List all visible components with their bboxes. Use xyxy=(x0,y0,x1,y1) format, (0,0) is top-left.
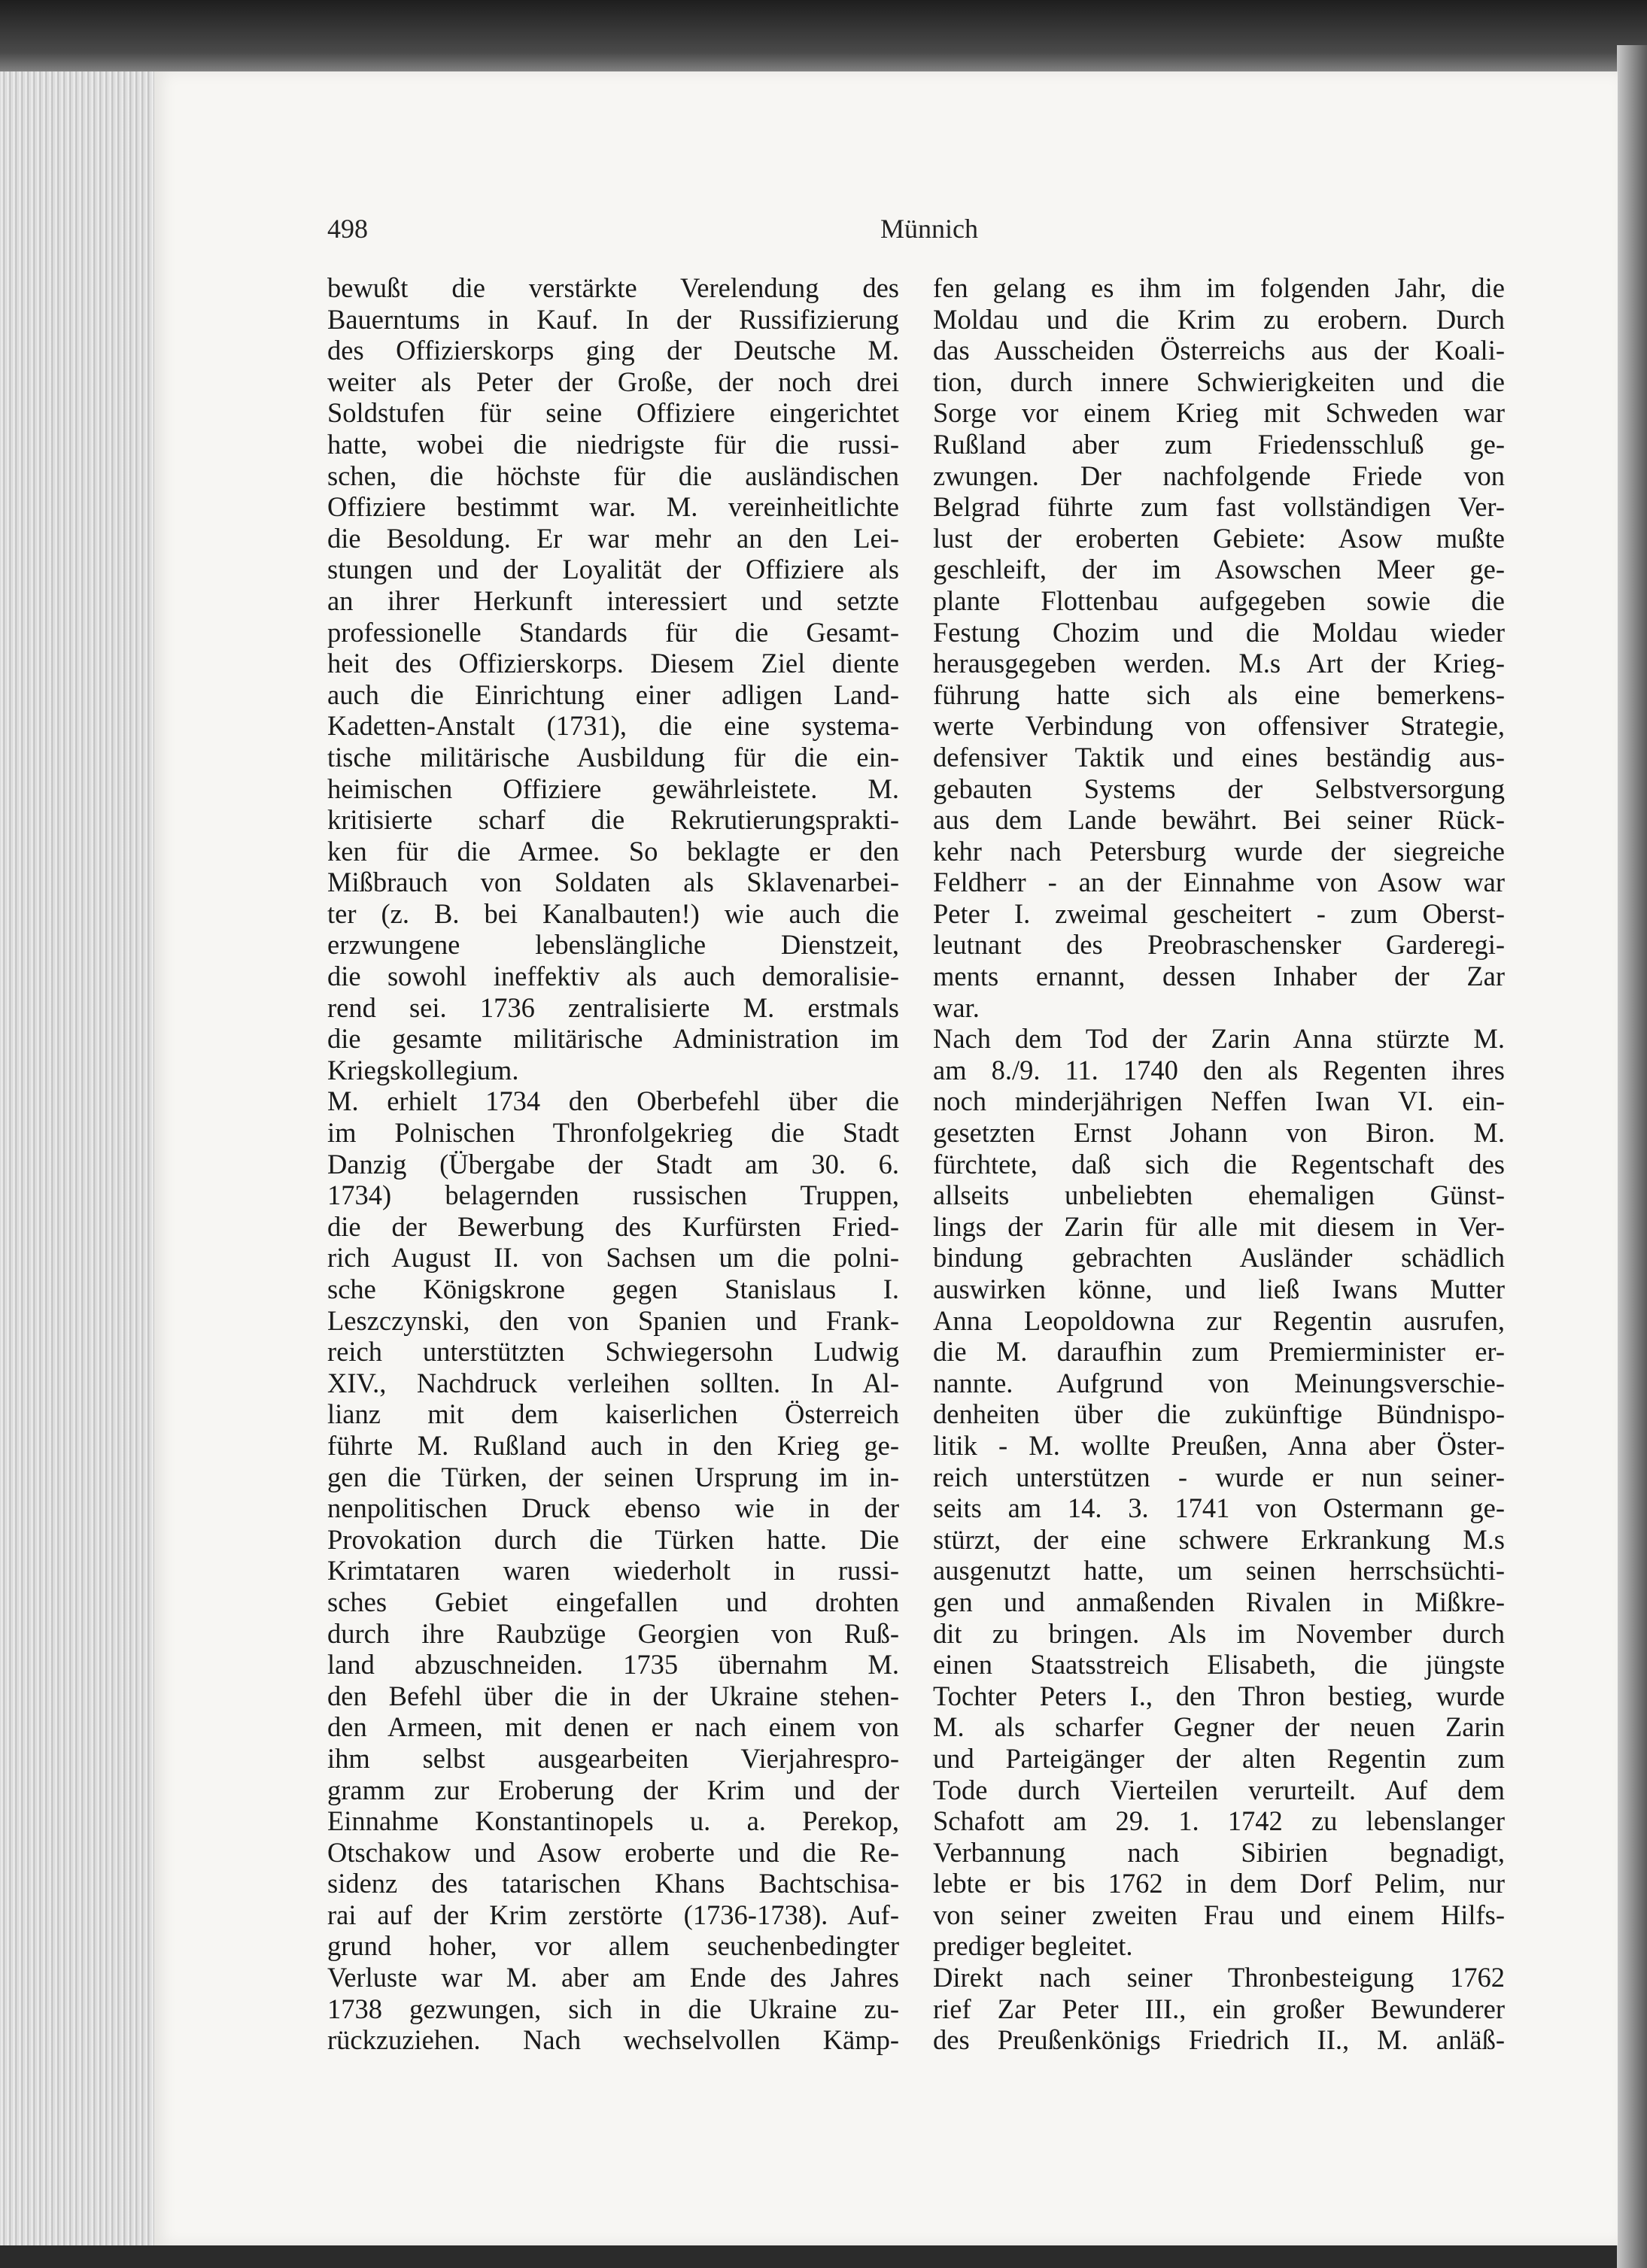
text-line: bindung gebrachten Ausländer schädlich xyxy=(933,1242,1505,1274)
text-line: den Armeen, mit denen er nach einem von xyxy=(327,1711,899,1743)
text-line: tische militärische Ausbildung für die ein- xyxy=(327,741,899,773)
text-line: rich August II. von Sachsen um die polni- xyxy=(327,1242,899,1274)
text-line: leutnant des Preobraschensker Garderegi- xyxy=(933,929,1505,961)
text-line: gramm zur Eroberung der Krim und der xyxy=(327,1774,899,1805)
text-line: stürzt, der eine schwere Erkrankung M.s xyxy=(933,1523,1505,1555)
text-line: seits am 14. 3. 1741 von Ostermann ge- xyxy=(933,1492,1505,1524)
text-line: noch minderjährigen Neffen Iwan VI. ein- xyxy=(933,1085,1505,1117)
text-line: auswirken könne, und ließ Iwans Mutter xyxy=(933,1274,1505,1304)
text-line: Soldstufen für seine Offiziere eingerichtet xyxy=(327,397,899,429)
running-title: Münnich xyxy=(880,214,978,244)
text-line: litik - M. wollte Preußen, Anna aber Öster- xyxy=(933,1429,1505,1461)
book-page-edges xyxy=(0,71,162,2245)
text-line: Kadetten-Anstalt (1731), die eine systema- xyxy=(327,710,899,742)
text-line: Provokation durch die Türken hatte. Die xyxy=(327,1523,899,1555)
text-line: fen gelang es ihm im folgenden Jahr, die xyxy=(933,272,1505,303)
text-line: Sorge vor einem Krieg mit Schweden war xyxy=(933,397,1505,429)
text-line: grund hoher, vor allem seuchenbedingter xyxy=(327,1930,899,1962)
text-line: Festung Chozim und die Moldau wieder xyxy=(933,616,1505,648)
text-line: denheiten über die zukünftige Bündnispo- xyxy=(933,1398,1505,1430)
text-line: 1734) belagernden russischen Truppen, xyxy=(327,1180,899,1211)
text-line: Einnahme Konstantinopels u. a. Perekop, xyxy=(327,1805,899,1837)
text-line: Rußland aber zum Friedensschluß ge- xyxy=(933,428,1505,460)
text-line: Offiziere bestimmt war. M. vereinheitlichte xyxy=(327,491,899,523)
text-line: war. xyxy=(933,991,980,1023)
text-line: ihm selbst ausgearbeiten Vierjahrespro- xyxy=(327,1742,899,1774)
text-line: das Ausscheiden Österreichs aus der Koali- xyxy=(933,335,1505,366)
text-line: und Parteigänger der alten Regentin zum xyxy=(933,1742,1505,1774)
text-line: lianz mit dem kaiserlichen Österreich xyxy=(327,1398,899,1430)
text-line: stungen und der Loyalität der Offiziere als xyxy=(327,554,899,585)
text-line: auch die Einrichtung einer adligen Land- xyxy=(327,679,899,710)
text-line: die gesamte militärische Administration im xyxy=(327,1023,899,1055)
text-line: prediger begleitet. xyxy=(933,1930,1133,1962)
text-line: weiter als Peter der Große, der noch drei xyxy=(327,366,899,397)
text-line: Anna Leopoldowna zur Regentin ausrufen, xyxy=(933,1304,1505,1336)
text-line: Nach dem Tod der Zarin Anna stürzte M. xyxy=(933,1023,1505,1055)
text-line: nenpolitischen Druck ebenso wie in der xyxy=(327,1492,899,1524)
text-line: kehr nach Petersburg wurde der siegreiche xyxy=(933,835,1505,867)
text-line: von seiner zweiten Frau und einem Hilfs- xyxy=(933,1899,1505,1930)
text-line: schen, die höchste für die ausländischen xyxy=(327,460,899,491)
text-line: führung hatte sich als eine bemerkens- xyxy=(933,679,1505,710)
text-line: aus dem Lande bewährt. Bei seiner Rück- xyxy=(933,804,1505,836)
text-line: des Preußenkönigs Friedrich II., M. anläß- xyxy=(933,2024,1505,2056)
text-line: sches Gebiet eingefallen und drohten xyxy=(327,1586,899,1617)
text-line: die der Bewerbung des Kurfürsten Fried- xyxy=(327,1210,899,1242)
text-line: professionelle Standards für die Gesamt- xyxy=(327,616,899,648)
text-line: hatte, wobei die niedrigste für die russi- xyxy=(327,428,899,460)
left-text-column xyxy=(327,272,899,2056)
text-line: heimischen Offiziere gewährleistete. M. xyxy=(327,773,899,804)
text-line: M. als scharfer Gegner der neuen Zarin xyxy=(933,1711,1505,1743)
text-line: ter (z. B. bei Kanalbauten!) wie auch die xyxy=(327,897,899,929)
text-line: gen und anmaßenden Rivalen in Mißkre- xyxy=(933,1586,1505,1617)
text-line: ausgenutzt hatte, um seinen herrschsüchti- xyxy=(933,1555,1505,1586)
text-line: 1738 gezwungen, sich in die Ukraine zu- xyxy=(327,1993,899,2024)
text-line: nannte. Aufgrund von Meinungsverschie- xyxy=(933,1367,1505,1398)
text-line: gesetzten Ernst Johann von Biron. M. xyxy=(933,1117,1505,1149)
text-line: die M. daraufhin zum Premierminister er- xyxy=(933,1336,1505,1368)
text-line: allseits unbeliebten ehemaligen Günst- xyxy=(933,1180,1505,1211)
text-line: Otschakow und Asow eroberte und die Re- xyxy=(327,1836,899,1868)
text-line: M. erhielt 1734 den Oberbefehl über die xyxy=(327,1085,899,1117)
text-line: tion, durch innere Schwierigkeiten und die xyxy=(933,366,1505,397)
text-line: Kriegskollegium. xyxy=(327,1054,519,1085)
text-line: zwungen. Der nachfolgende Friede von xyxy=(933,460,1505,491)
text-line: rend sei. 1736 zentralisierte M. erstmals xyxy=(327,991,899,1023)
text-line: die sowohl ineffektiv als auch demoralisie- xyxy=(327,961,899,992)
page-number: 498 xyxy=(327,214,368,244)
right-page-edge xyxy=(1617,45,1647,2268)
right-text-column xyxy=(933,272,1505,2056)
text-line: lust der eroberten Gebiete: Asow mußte xyxy=(933,522,1505,554)
text-line: Tode durch Vierteilen verurteilt. Auf dem xyxy=(933,1774,1505,1805)
text-line: einen Staatsstreich Elisabeth, die jüngste xyxy=(933,1649,1505,1681)
text-line: die Besoldung. Er war mehr an den Lei- xyxy=(327,522,899,554)
text-line: Leszczynski, den von Spanien und Frank- xyxy=(327,1304,899,1336)
text-line: ments ernannt, dessen Inhaber der Zar xyxy=(933,961,1505,992)
text-line: an ihrer Herkunft interessiert und setzte xyxy=(327,584,899,616)
text-line: gebauten Systems der Selbstversorgung xyxy=(933,773,1505,804)
text-line: ken für die Armee. So beklagte er den xyxy=(327,835,899,867)
text-line: rückzuziehen. Nach wechselvollen Kämp- xyxy=(327,2024,899,2056)
text-line: Mißbrauch von Soldaten als Sklavenarbei- xyxy=(327,867,899,898)
text-line: Moldau und die Krim zu erobern. Durch xyxy=(933,303,1505,335)
text-line: lebte er bis 1762 in dem Dorf Pelim, nur xyxy=(933,1868,1505,1899)
text-line: fürchtete, daß sich die Regentschaft des xyxy=(933,1148,1505,1180)
text-line: Direkt nach seiner Thronbesteigung 1762 xyxy=(933,1962,1505,1993)
text-line: dit zu bringen. Als im November durch xyxy=(933,1617,1505,1649)
text-line: lings der Zarin für alle mit diesem in Ver- xyxy=(933,1210,1505,1242)
text-line: rai auf der Krim zerstörte (1736-1738). Auf- xyxy=(327,1899,899,1930)
running-head xyxy=(327,213,978,250)
top-shadow xyxy=(0,0,1647,75)
text-line: Verluste war M. aber am Ende des Jahres xyxy=(327,1962,899,1993)
text-line: Tochter Peters I., den Thron bestieg, wurde xyxy=(933,1680,1505,1711)
text-line: führte M. Rußland auch in den Krieg ge- xyxy=(327,1429,899,1461)
text-line: des Offizierskorps ging der Deutsche M. xyxy=(327,335,899,366)
text-line: durch ihre Raubzüge Georgien von Ruß- xyxy=(327,1617,899,1649)
text-line: reich unterstützen - wurde er nun seiner- xyxy=(933,1461,1505,1492)
text-line: Schafott am 29. 1. 1742 zu lebenslanger xyxy=(933,1805,1505,1837)
text-line: XIV., Nachdruck verleihen sollten. In Al- xyxy=(327,1367,899,1398)
text-line: reich unterstützten Schwiegersohn Ludwig xyxy=(327,1336,899,1368)
text-line: geschleift, der im Asowschen Meer ge- xyxy=(933,554,1505,585)
text-line: den Befehl über die in der Ukraine stehen- xyxy=(327,1680,899,1711)
text-line: rief Zar Peter III., ein großer Bewunderer xyxy=(933,1993,1505,2024)
text-line: Peter I. zweimal gescheitert - zum Oberst- xyxy=(933,897,1505,929)
text-line: heit des Offizierskorps. Diesem Ziel diente xyxy=(327,648,899,679)
text-line: Bauerntums in Kauf. In der Russifizierung xyxy=(327,303,899,335)
text-line: herausgegeben werden. M.s Art der Krieg- xyxy=(933,648,1505,679)
text-line: kritisierte scharf die Rekrutierungsprakti- xyxy=(327,804,899,836)
text-line: werte Verbindung von offensiver Strategie, xyxy=(933,710,1505,742)
text-line: gen die Türken, der seinen Ursprung im in- xyxy=(327,1461,899,1492)
text-line: Verbannung nach Sibirien begnadigt, xyxy=(933,1836,1505,1868)
text-line: Belgrad führte zum fast vollständigen Ver- xyxy=(933,491,1505,523)
text-line: sche Königskrone gegen Stanislaus I. xyxy=(327,1274,899,1304)
text-line: plante Flottenbau aufgegeben sowie die xyxy=(933,584,1505,616)
text-line: bewußt die verstärkte Verelendung des xyxy=(327,272,899,303)
text-line: am 8./9. 11. 1740 den als Regenten ihres xyxy=(933,1054,1505,1085)
text-line: land abzuschneiden. 1735 übernahm M. xyxy=(327,1649,899,1681)
text-line: sidenz des tatarischen Khans Bachtschisa- xyxy=(327,1868,899,1899)
text-line: Krimtataren waren wiederholt in russi- xyxy=(327,1555,899,1586)
text-line: im Polnischen Thronfolgekrieg die Stadt xyxy=(327,1117,899,1149)
text-line: erzwungene lebenslängliche Dienstzeit, xyxy=(327,929,899,961)
text-line: Feldherr - an der Einnahme von Asow war xyxy=(933,867,1505,898)
text-line: defensiver Taktik und eines beständig aus- xyxy=(933,741,1505,773)
text-line: Danzig (Übergabe der Stadt am 30. 6. xyxy=(327,1148,899,1180)
